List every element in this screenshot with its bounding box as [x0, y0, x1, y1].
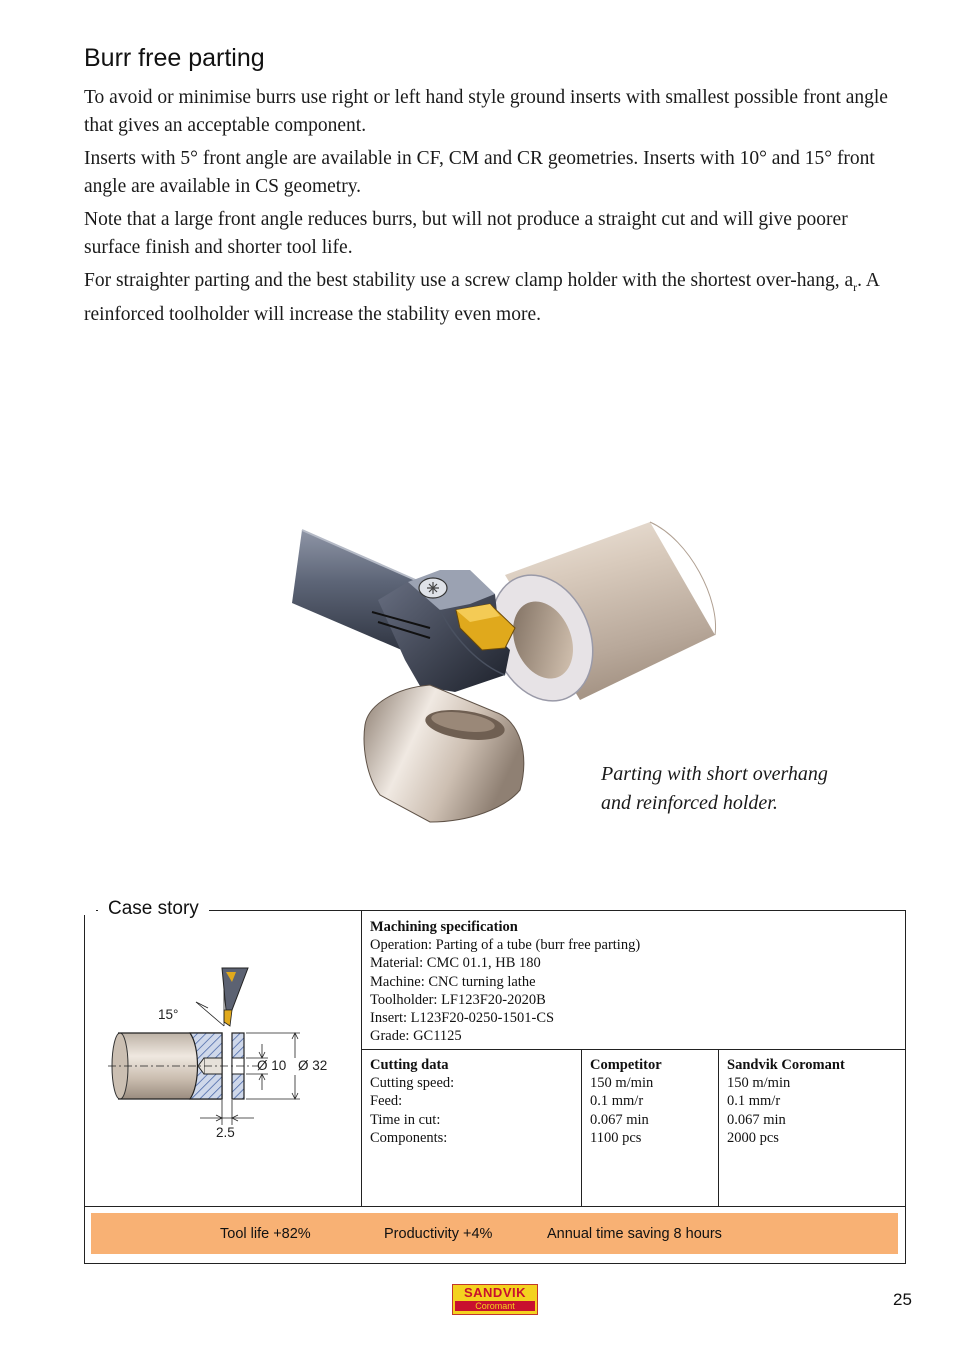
spec-line: Toolholder: LF123F20-2020B — [370, 991, 546, 1008]
paragraph-3: Note that a large front angle reduces burrs, but will not produce a straight cut and will give poorer surface finish and shorter tool life. — [84, 209, 848, 258]
time-saving-result: Annual time saving 8 hours — [547, 1226, 722, 1242]
productivity-result: Productivity +4% — [384, 1226, 493, 1242]
paragraph-1: To avoid or minimise burrs use right or left hand style ground inserts with smallest possible front angle that gives an acceptable component. — [84, 87, 888, 136]
sandvik-logo — [452, 1284, 538, 1315]
logo-brand: SANDVIK — [463, 1285, 526, 1300]
competitor-value: 1100 pcs — [590, 1129, 642, 1146]
cutting-line: Feed: — [370, 1093, 403, 1110]
sandvik-value: 2000 pcs — [727, 1129, 779, 1146]
competitor-value: 0.067 min — [590, 1111, 649, 1128]
competitor-value: 150 m/min — [590, 1075, 654, 1092]
spec-line: Operation: Parting of a tube (burr free parting) — [370, 937, 641, 954]
paragraph-4-start: For straighter parting and the best stability use a screw clamp holder with the shortest over-hang, a — [84, 270, 854, 291]
cutting-data-column — [370, 1056, 454, 1147]
case-story-title: Case story — [98, 898, 209, 920]
sandvik-heading: Sandvik Coromant — [727, 1057, 845, 1073]
page-title: Burr free parting — [84, 44, 265, 72]
spec-heading: Machining specification — [370, 919, 518, 935]
caption-line-1: Parting with short overhang — [601, 763, 828, 785]
logo-sub: Coromant — [455, 1301, 535, 1311]
inner-diameter-label: Ø 10 — [257, 1058, 287, 1073]
spec-line: Machine: CNC turning lathe — [370, 973, 536, 990]
spec-line: Material: CMC 01.1, HB 180 — [370, 955, 541, 972]
cutting-heading: Cutting data — [370, 1057, 449, 1073]
tool-life-result: Tool life +82% — [220, 1226, 311, 1242]
results-bar — [91, 1213, 898, 1254]
paragraph-4-end: . A reinforced toolholder will increase the stability even more. — [84, 270, 879, 326]
cutting-line: Cutting speed: — [370, 1075, 455, 1092]
sandvik-value: 150 m/min — [727, 1075, 791, 1092]
machining-spec — [370, 918, 640, 1045]
width-label: 2.5 — [216, 1125, 235, 1140]
sandvik-value: 0.1 mm/r — [727, 1093, 781, 1110]
spec-line: Insert: L123F20-0250-1501-CS — [370, 1010, 555, 1027]
cutting-line: Time in cut: — [370, 1111, 441, 1128]
page-number: 25 — [893, 1290, 912, 1309]
paragraph-2: Inserts with 5° front angle are available in CF, CM and CR geometries. Inserts with 10° and 15° front angle are available in CS geometry. — [84, 148, 875, 197]
sandvik-column — [727, 1056, 845, 1147]
outer-diameter-label: Ø 32 — [298, 1058, 328, 1073]
sandvik-value: 0.067 min — [727, 1111, 786, 1128]
overhang-subscript: r — [853, 279, 858, 294]
angle-label: 15° — [158, 1007, 179, 1022]
spec-line: Grade: GC1125 — [370, 1028, 462, 1045]
competitor-heading: Competitor — [590, 1057, 662, 1073]
competitor-value: 0.1 mm/r — [590, 1093, 644, 1110]
cutting-line: Components: — [370, 1129, 448, 1146]
caption-line-2: and reinforced holder. — [601, 792, 778, 814]
competitor-column — [590, 1056, 662, 1147]
